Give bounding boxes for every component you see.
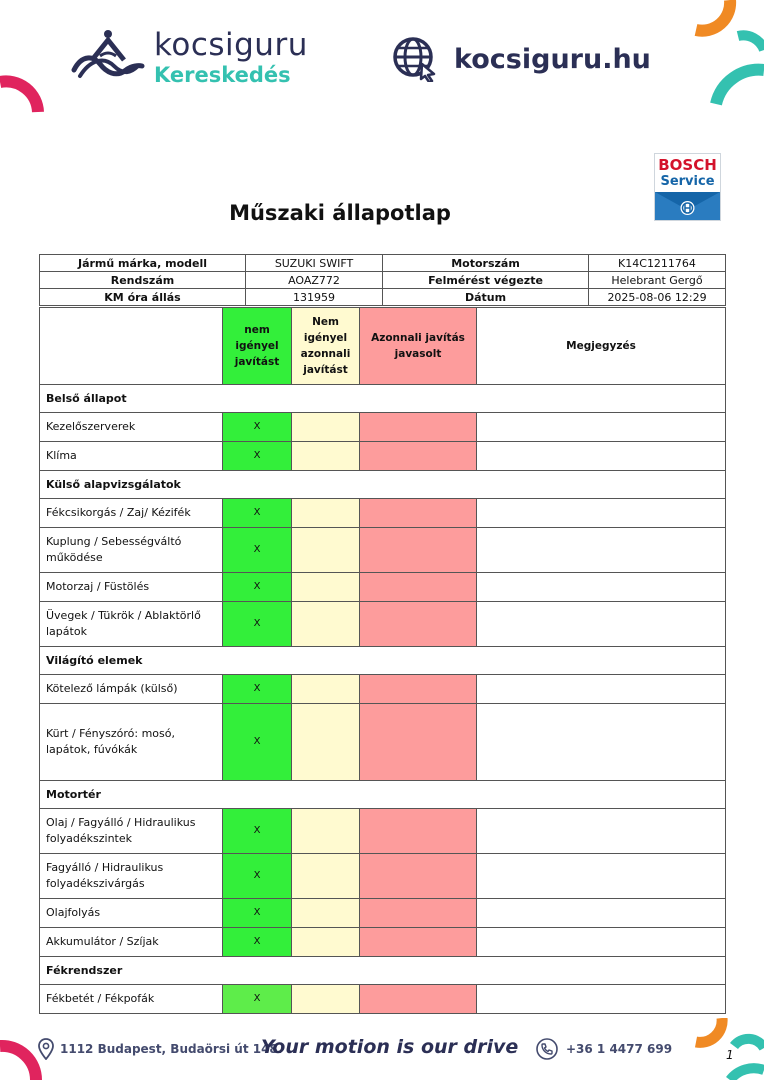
notes-cell [477,413,726,442]
urgent-repair-cell [360,704,477,781]
inspector-value: Helebrant Gergő [589,272,726,289]
no-urgent-repair-cell [292,985,360,1014]
no-urgent-repair-cell [292,854,360,899]
engine-value: K14C1211764 [589,255,726,272]
section-title: Belső állapot [40,385,726,413]
no-repair-mark: X [223,528,292,573]
make-label: Jármű márka, modell [40,255,246,272]
section-title: Fékrendszer [40,957,726,985]
notes-cell [477,854,726,899]
company-logo [68,26,308,90]
urgent-repair-cell [360,442,477,471]
corner-decoration-top-right [688,0,764,115]
no-urgent-repair-cell [292,413,360,442]
section-title: Világító elemek [40,647,726,675]
date-value: 2025-08-06 12:29 [589,289,726,306]
notes-cell [477,809,726,854]
notes-cell [477,675,726,704]
notes-cell [477,704,726,781]
column-header-no-urgent-repair: Nem igényel azonnali javítást [292,308,360,385]
no-urgent-repair-cell [292,528,360,573]
address-text: 1112 Budapest, Budaörsi út 148. [60,1042,283,1056]
plate-value: AOAZ772 [246,272,383,289]
page-number: 1 [726,1048,734,1062]
column-header-no-repair: nem igényel javítást [223,308,292,385]
address [38,1038,282,1060]
urgent-repair-cell [360,899,477,928]
item-label: Klíma [40,442,223,471]
urgent-repair-cell [360,985,477,1014]
no-repair-mark: X [223,985,292,1014]
item-label: Olajfolyás [40,899,223,928]
bosch-text: BOSCH [658,156,717,174]
no-repair-mark: X [223,413,292,442]
brand-subtitle: Kereskedés [154,63,291,87]
no-repair-mark: X [223,928,292,957]
no-repair-mark: X [223,442,292,471]
no-repair-mark: X [223,573,292,602]
urgent-repair-cell [360,499,477,528]
urgent-repair-cell [360,675,477,704]
no-repair-mark: X [223,899,292,928]
urgent-repair-cell [360,573,477,602]
urgent-repair-cell [360,528,477,573]
website-text: kocsiguru.hu [454,43,651,75]
section-title: Motortér [40,781,726,809]
no-repair-mark: X [223,809,292,854]
no-repair-mark: X [223,675,292,704]
plate-label: Rendszám [40,272,246,289]
notes-cell [477,928,726,957]
urgent-repair-cell [360,602,477,647]
make-value: SUZUKI SWIFT [246,255,383,272]
item-label: Kuplung / Sebességváltó működése [40,528,223,573]
service-text: Service [660,174,715,189]
no-repair-mark: X [223,499,292,528]
brand-name: kocsiguru [154,27,308,63]
slogan: Your motion is our drive [261,1036,519,1058]
corner-decoration-top-left [0,60,50,120]
header-empty-cell [40,308,223,385]
vehicle-info-table [39,254,726,306]
condition-checklist-table [39,307,726,1014]
item-label: Kötelező lámpák (külső) [40,675,223,704]
item-label: Akkumulátor / Szíjak [40,928,223,957]
urgent-repair-cell [360,854,477,899]
no-repair-mark: X [223,854,292,899]
no-urgent-repair-cell [292,704,360,781]
urgent-repair-cell [360,809,477,854]
notes-cell [477,528,726,573]
km-value: 131959 [246,289,383,306]
item-label: Fagyálló / Hidraulikus folyadékszivárgás [40,854,223,899]
phone-icon [536,1038,558,1060]
no-urgent-repair-cell [292,675,360,704]
item-label: Olaj / Fagyálló / Hidraulikus folyadékszintek [40,809,223,854]
notes-cell [477,573,726,602]
no-urgent-repair-cell [292,928,360,957]
location-pin-icon [38,1038,54,1060]
item-label: Kürt / Fényszóró: mosó, lapátok, fúvókák [40,704,223,781]
urgent-repair-cell [360,928,477,957]
page-footer [0,1034,764,1064]
item-label: Üvegek / Tükrök / Ablaktörlő lapátok [40,602,223,647]
globe-cursor-icon [392,36,438,82]
item-label: Fékbetét / Fékpofák [40,985,223,1014]
no-urgent-repair-cell [292,602,360,647]
phone[interactable] [536,1038,672,1060]
notes-cell [477,442,726,471]
no-urgent-repair-cell [292,899,360,928]
km-label: KM óra állás [40,289,246,306]
notes-cell [477,985,726,1014]
engine-label: Motorszám [383,255,589,272]
inspector-label: Felmérést végezte [383,272,589,289]
notes-cell [477,499,726,528]
no-urgent-repair-cell [292,442,360,471]
column-header-urgent-repair: Azonnali javítás javasolt [360,308,477,385]
item-label: Motorzaj / Füstölés [40,573,223,602]
item-label: Fékcsikorgás / Zaj/ Kézifék [40,499,223,528]
no-repair-mark: X [223,602,292,647]
urgent-repair-cell [360,413,477,442]
kocsiguru-logo-icon [68,26,148,90]
item-label: Kezelőszerverek [40,413,223,442]
phone-text: +36 1 4477 699 [566,1042,673,1056]
no-urgent-repair-cell [292,809,360,854]
column-header-notes: Megjegyzés [477,308,726,385]
notes-cell [477,602,726,647]
no-repair-mark: X [223,704,292,781]
page-title: Műszaki állapotlap [229,201,451,225]
date-label: Dátum [383,289,589,306]
section-title: Külső alapvizsgálatok [40,471,726,499]
no-urgent-repair-cell [292,499,360,528]
no-urgent-repair-cell [292,573,360,602]
notes-cell [477,899,726,928]
website-link[interactable] [392,36,651,82]
